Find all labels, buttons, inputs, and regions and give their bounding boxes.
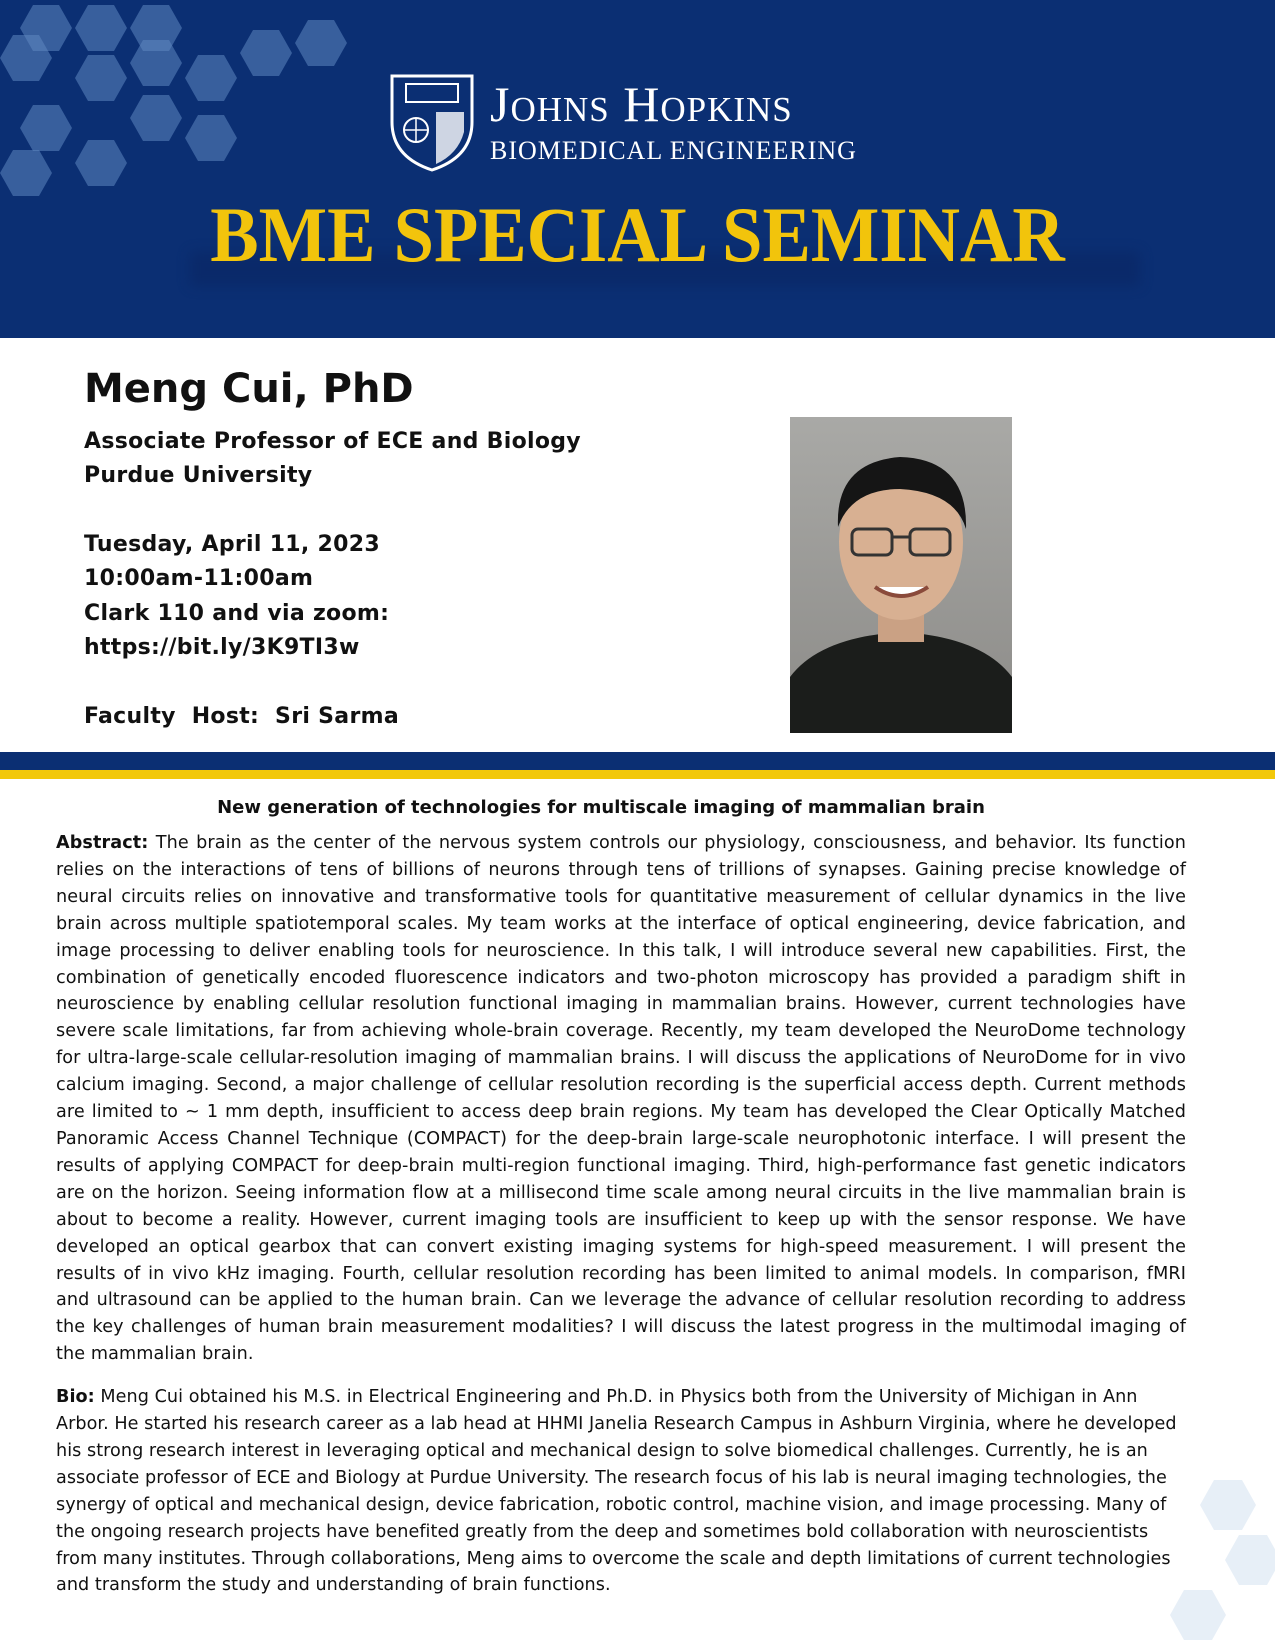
speaker-photo — [790, 417, 1012, 733]
hexagon-decoration — [1200, 1480, 1256, 1530]
bio-paragraph — [56, 1384, 1186, 1599]
hexagon-decoration — [295, 20, 347, 66]
jhu-shield-logo — [388, 72, 476, 172]
zoom-link[interactable]: https://bit.ly/3K9TI3w — [84, 635, 360, 660]
abstract-paragraph — [56, 830, 1186, 1368]
hexagon-decoration — [75, 5, 127, 51]
header-banner — [0, 0, 1275, 338]
event-location: Clark 110 and via zoom: — [84, 601, 390, 626]
institution-logo-text — [490, 76, 857, 166]
hexagon-decoration — [20, 105, 72, 151]
hexagon-decoration — [185, 115, 237, 161]
hexagon-decoration — [75, 55, 127, 101]
hexagon-decoration — [130, 95, 182, 141]
hexagon-decoration — [185, 55, 237, 101]
event-time: 10:00am-11:00am — [84, 566, 314, 591]
hexagon-decoration — [130, 40, 182, 86]
seminar-title: BME SPECIAL SEMINAR — [210, 191, 1065, 278]
divider-navy — [0, 752, 1275, 770]
hexagon-decoration — [240, 30, 292, 76]
speaker-affiliation: Purdue University — [84, 463, 313, 488]
faculty-host: Faculty Host: Sri Sarma — [84, 704, 399, 729]
event-date: Tuesday, April 11, 2023 — [84, 532, 380, 557]
abstract-label: Abstract: — [56, 833, 149, 853]
abstract-text: The brain as the center of the nervous system controls our physiology, consciousness, and behavior. Its function relies on the interactions of tens of billions of neurons through tens of trillions of synapses. Gaining precise knowledge of neural circuits relies on innovative and transformative tools for quantitative measurement of cellular dynamics in the live brain across multiple spatiotemporal scales. My team works at the interface of optical engineering, device fabrication, and image processing to deliver enabling tools for neuroscience. In this talk, I will introduce several new capabilities. First, the combination of genetically encoded fluorescence indicators and two-photon microscopy has provided a paradigm shift in neuroscience by enabling cellular resolution functional imaging in mammalian brains. However, current technologies have severe scale limitations, far from achieving whole-brain coverage. Recently, my team developed the NeuroDome technology for ultra-large-scale cellular-resolution imaging of mammalian brains. I will discuss the applications of NeuroDome for in vivo calcium imaging. Second, a major challenge of cellular resolution recording is the superficial access depth. Current methods are limited to ~ 1 mm depth, insufficient to access deep brain regions. My team has developed the Clear Optically Matched Panoramic Access Channel Technique (COMPACT) for the deep-brain large-scale neurophotonic interface. I will present the results of applying COMPACT for deep-brain multi-region functional imaging. Third, high-performance fast genetic indicators are on the horizon. Seeing information flow at a millisecond time scale among neural circuits in the live mammalian brain is about to become a reality. However, current imaging tools are insufficient to keep up with the sensor response. We have developed an optical gearbox that can convert existing imaging systems for high-speed measurement. I will present the results of in vivo kHz imaging. Fourth, cellular resolution recording has been limited to animal models. In comparison, fMRI and ultrasound can be applied to the human brain. Can we leverage the advance of cellular resolution recording to address the key challenges of human brain measurement modalities? I will discuss the latest progress in the multimodal imaging of the mammalian brain. — [56, 833, 1186, 1365]
bio-text: Meng Cui obtained his M.S. in Electrical Engineering and Ph.D. in Physics both from the University of Michigan in Ann Arbor. He started his research career as a lab head at HHMI Janelia Research Campus in Ashburn Virginia, where he developed his strong research interest in leveraging optical and mechanical design to solve biomedical challenges. Currently, he is an associate professor of ECE and Biology at Purdue University. The research focus of his lab is neural imaging technologies, the synergy of optical and mechanical design, device fabrication, robotic control, machine vision, and image processing. Many of the ongoing research projects have benefited greatly from the deep and sometimes bold collaboration with neuroscientists from many institutes. Through collaborations, Meng aims to overcome the scale and depth limitations of current technologies and transform the study and understanding of brain functions. — [56, 1387, 1177, 1596]
content-body — [56, 796, 1186, 1599]
hexagon-decoration — [1225, 1535, 1275, 1585]
department-name: BIOMEDICAL ENGINEERING — [490, 136, 857, 165]
bio-label: Bio: — [56, 1387, 95, 1408]
speaker-name: Meng Cui, PhD — [84, 366, 414, 412]
talk-title: New generation of technologies for multiscale imaging of mammalian brain — [217, 797, 985, 818]
divider-gold — [0, 770, 1275, 779]
hexagon-decoration — [75, 140, 127, 186]
institution-name: Johns Hopkins — [490, 76, 793, 132]
speaker-position: Associate Professor of ECE and Biology — [84, 429, 581, 454]
